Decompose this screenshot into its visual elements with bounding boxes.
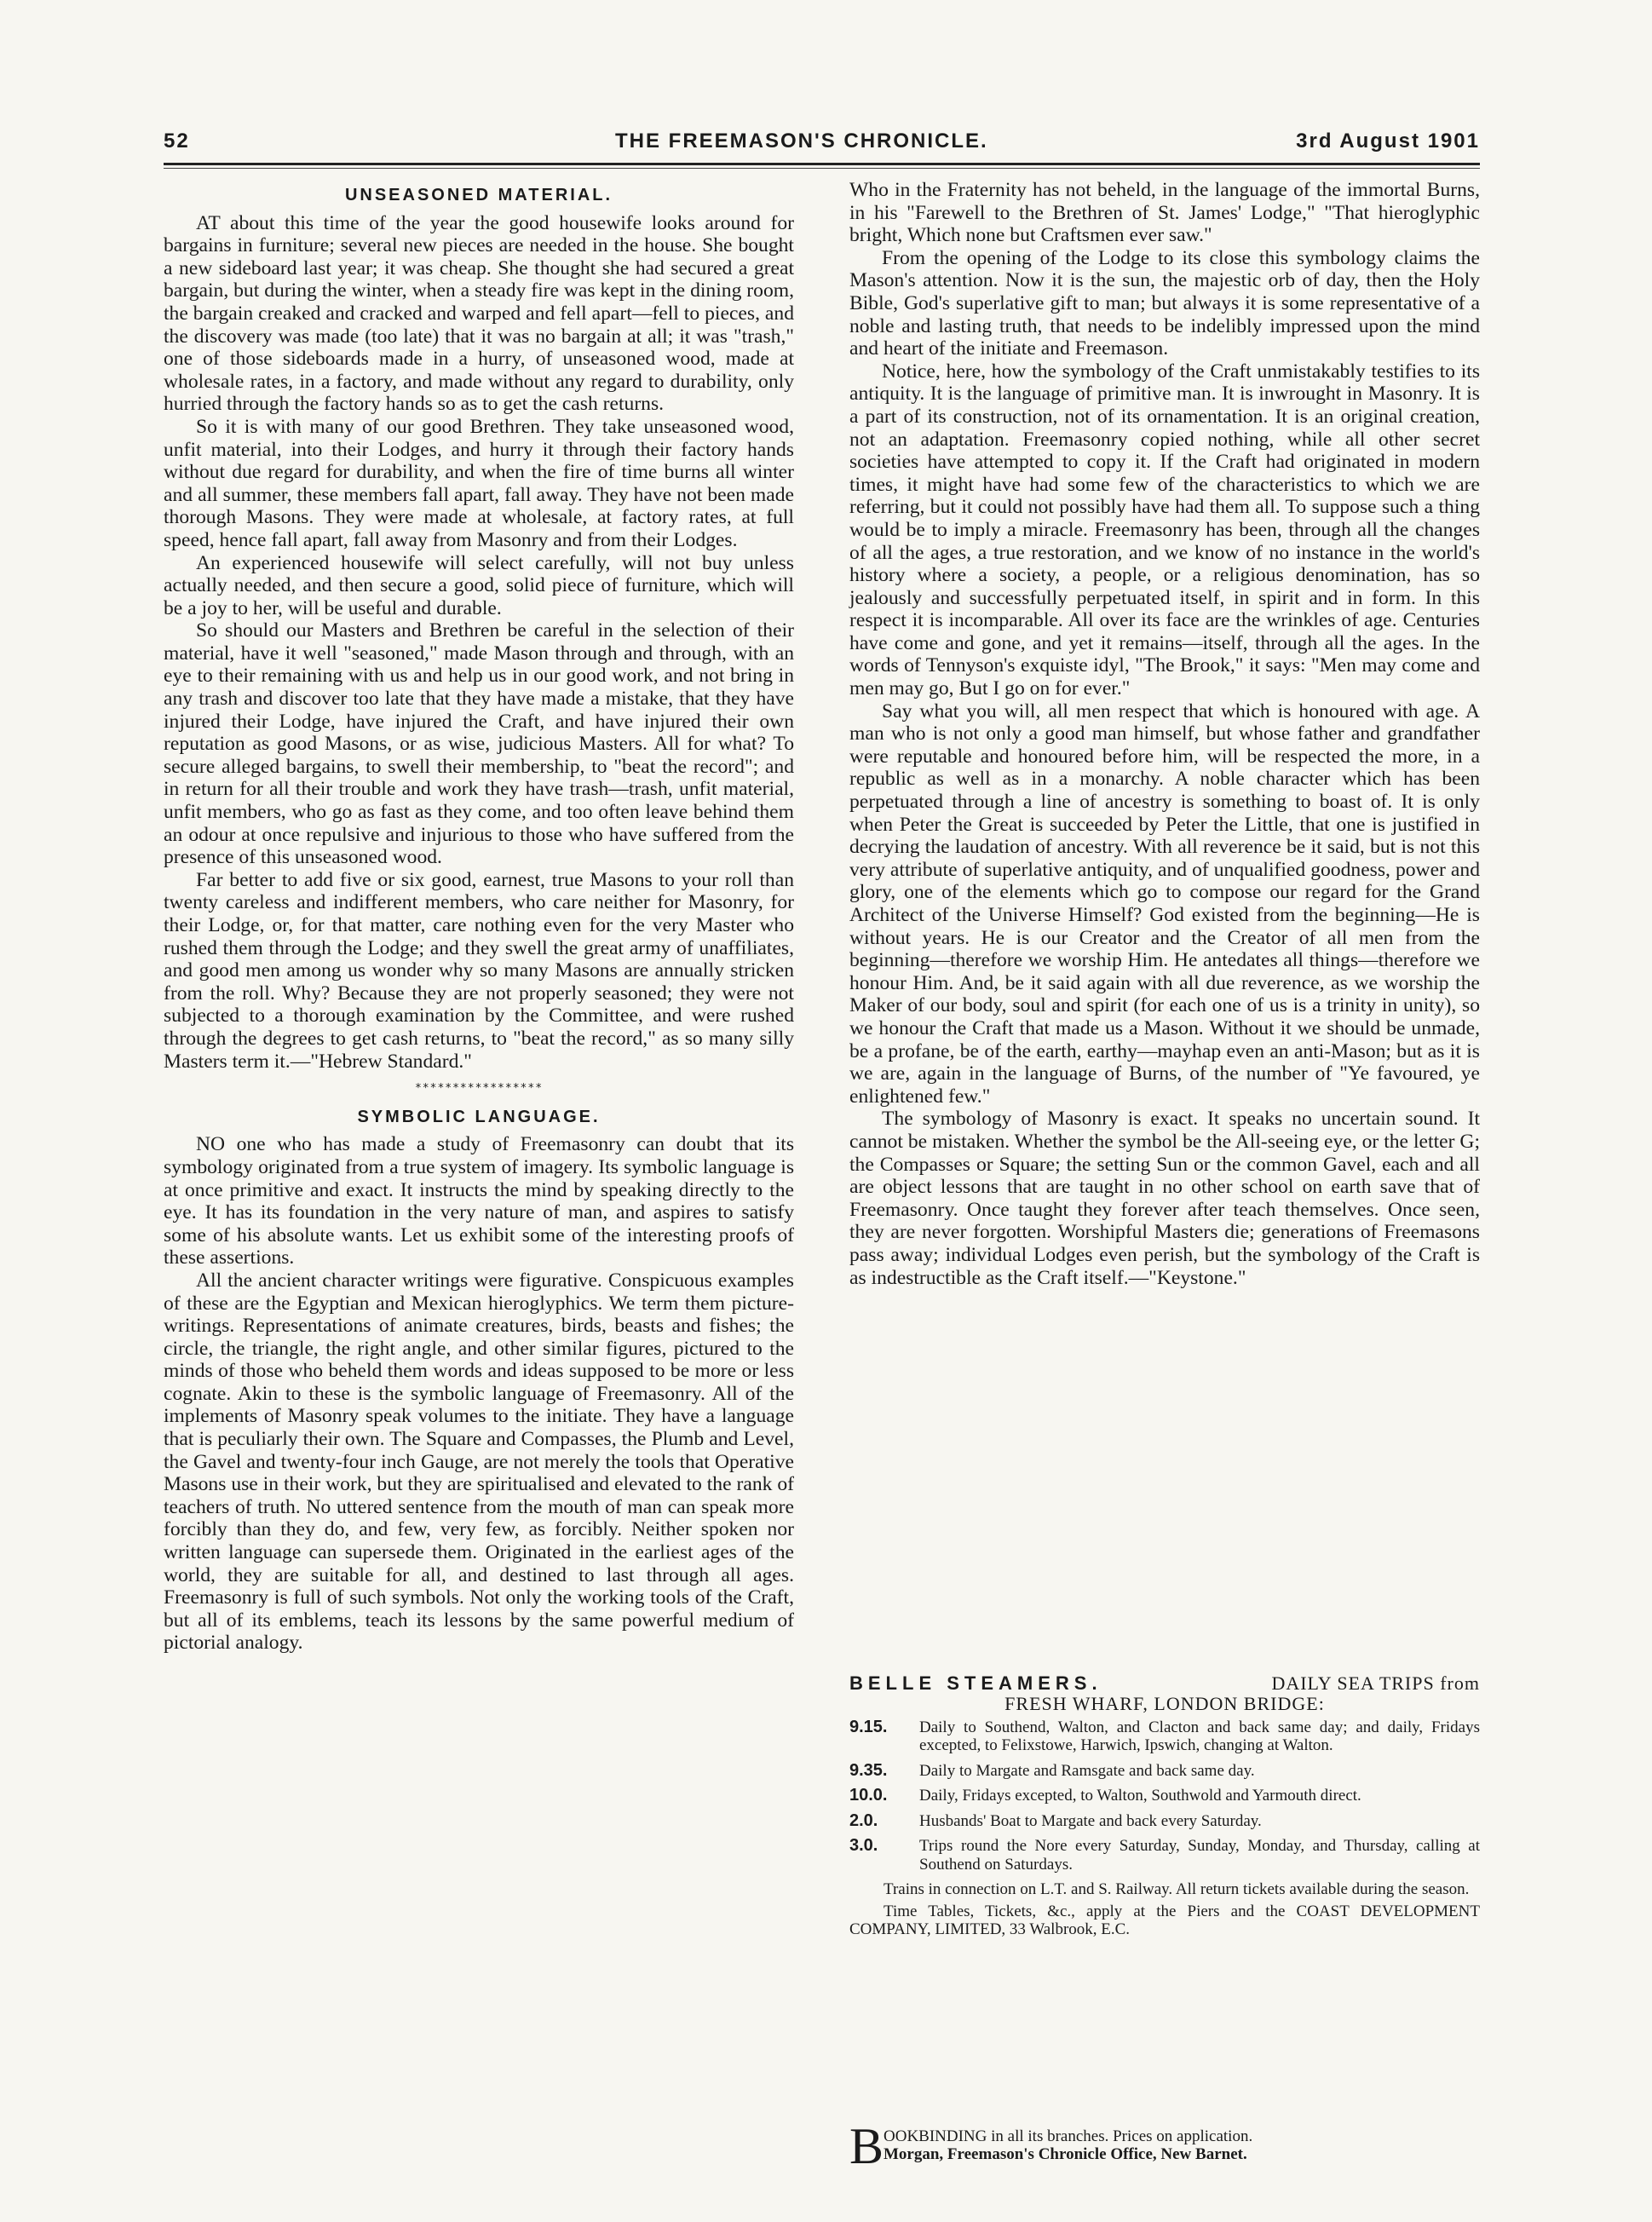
issue-date: 3rd August 1901	[1296, 130, 1480, 153]
left-column	[164, 179, 794, 1655]
article-paragraph: Notice, here, how the symbology of the Craft unmistakably testifies to its antiquity. It is the language of primitive man. It is inwrought in Masonry. It is a part of its construction, not of its ornamentation. It is an original creation, not an adaptation. Freemasonry copied nothing, while all other secret societies have attempted to copy it. If the Craft had originated in modern times, it might have had some few of the characteristics to which we are referring, but it could not possibly have had them all. To suppose such a thing would be to imply a miracle. Freemasonry has been, through all the changes of all the ages, a true restoration, and we know of no instance in the world's history where a society, a people, or a religious denomination, has so jealously and successfully perpetuated itself, in spirit and in form. In this respect it is incomparable. All over its face are the wrinkles of age. Centuries have come and gone, and yet it remains—itself, through all the ages. In the words of Tennyson's exquiste idyl, "The Brook," it says: "Men may come and men may go, But I go on for ever."	[849, 360, 1480, 700]
article-paragraph: The symbology of Masonry is exact. It speaks no uncertain sound. It cannot be mistaken. Whether the symbol be the All-seeing eye, or the letter G; the Compasses or Square; the setting Sun or the common Gavel, each and all are object lessons that are taught in no other school on earth save that of Freemasonry. Once taught they forever after teach themselves. Once seen, they are never forgotten. Worshipful Masters die; generations of Freemasons pass away; individual Lodges even perish, but the symbology of the Craft is as indestructible as the Craft itself.—"Keystone."	[849, 1108, 1480, 1289]
bookbinding-text: OOKBINDING in all its branches. Prices on application.	[884, 2127, 1253, 2145]
article-paragraph: Far better to add five or six good, earnest, true Masons to your roll than twenty careless and indifferent members, who care neither for Masonry, for their Lodge, or, for that matter, care nothing even for the very Master who rushed them through the Lodge; and they swell the great army of unaffiliates, and good men among us wonder why so many Masons are annually stricken from the roll. Why? Because they are not properly seasoned; they were not subjected to a thorough examination by the Committee, and were rushed through the degrees to get cash returns, to "beat the record," as so many silly Masters term it.—"Hebrew Standard."	[164, 868, 794, 1073]
page-number: 52	[164, 130, 190, 153]
schedule-time: 10.0.	[849, 1786, 888, 1805]
schedule-row	[849, 1812, 1480, 1831]
publication-title: THE FREEMASON'S CHRONICLE.	[615, 130, 988, 153]
schedule-time: 9.15.	[849, 1717, 888, 1736]
drop-cap: B	[849, 2118, 884, 2174]
article-paragraph: NO one who has made a study of Freemasonry can doubt that its symbology originated from a true system of imagery. Its symbolic language is at once primitive and exact. It instructs the mind by speaking directly to the eye. It has its foundation in the very nature of man, and aspires to satisfy some of his absolute wants. Let us exhibit some of the interesting proofs of these assertions.	[164, 1133, 794, 1269]
schedule-row	[849, 1837, 1480, 1874]
section-separator: *****************	[414, 1082, 544, 1096]
schedule-desc: Daily, Fridays excepted, to Walton, Southwold and Yarmouth direct.	[919, 1787, 1361, 1805]
timetables-note: Time Tables, Tickets, &c., apply at the Piers and the COAST DEVELOPMENT COMPANY, LIMITED, 33 Walbrook, E.C.	[849, 1902, 1480, 1938]
masthead	[164, 130, 1480, 164]
right-column	[849, 179, 1480, 1289]
schedule-row	[849, 1787, 1480, 1805]
schedule-time: 2.0.	[849, 1810, 878, 1830]
schedule-desc: Trips round the Nore every Saturday, Sunday, Monday, and Thursday, calling at Southend on Saturdays.	[919, 1837, 1480, 1874]
schedule-time: 9.35.	[849, 1760, 888, 1780]
header-rule	[164, 163, 1480, 165]
article-heading-symbolic: SYMBOLIC LANGUAGE.	[357, 1107, 601, 1126]
bookbinding-contact: Morgan, Freemason's Chronicle Office, New Barnet.	[884, 2145, 1247, 2163]
article-paragraph: So it is with many of our good Brethren. They take unseasoned wood, unfit material, into their Lodges, and hurry it through their factory hands without due regard for durability, and when the fire of time burns all winter and all summer, these members fall apart, fall away. They have not been made thorough Masons. They were made at wholesale, at factory rates, at full speed, hence fall apart, fall away from Masonry and from their Lodges.	[164, 415, 794, 551]
article-paragraph: Who in the Fraternity has not beheld, in the language of the immortal Burns, in his "Farewell to the Brethren of St. James' Lodge," "That hieroglyphic bright, Which none but Craftsmen ever saw."	[849, 179, 1480, 247]
article-paragraph: So should our Masters and Brethren be careful in the selection of their material, have it well "seasoned," made Mason through and through, with an eye to their remaining with us and help us in our good work, and not bring in any trash and discover too late that they have made a mistake, that they have injured their Lodge, have injured the Craft, and have injured their own reputation as good Masons, or as wise, judicious Masters. All for what? To secure alleged bargains, to swell their membership, to "beat the record"; and in return for all their trouble and work they have trash—trash, unfit material, unfit members, who go as fast as they come, and too often leave behind them an odour at once repulsive and injurious to those who have suffered from the presence of this unseasoned wood.	[164, 619, 794, 869]
article-paragraph: From the opening of the Lodge to its close this symbology claims the Mason's attention. Now it is the sun, the majestic orb of day, then the Holy Bible, God's superlative gift to man; but always it is some representative of a noble and lasting truth, that needs to be indelibly impressed upon the mind and heart of the initiate and Freemason.	[849, 246, 1480, 360]
article-paragraph: AT about this time of the year the good housewife looks around for bargains in furniture; several new pieces are needed in the house. She bought a new sideboard last year; it was cheap. She thought she had secured a great bargain, but during the winter, when a steady fire was kept in the dining room, the bargain creaked and cracked and warped and fell apart—fell to pieces, and the discovery was made (too late) that it was no bargain at all; it was "trash," one of those sideboards made in a hurry, of unseasoned wood, made at wholesale rates, in a factory, and made without any regard to durability, only hurried through the factory hands so as to get the cash returns.	[164, 211, 794, 416]
trains-note: Trains in connection on L.T. and S. Railway. All return tickets available during the season.	[884, 1880, 1470, 1898]
belle-steamers-advert	[849, 1674, 1480, 1939]
advert-wharf: FRESH WHARF, LONDON BRIDGE:	[1004, 1693, 1325, 1714]
advert-brand: BELLE STEAMERS.	[849, 1672, 1102, 1694]
advert-trips: DAILY SEA TRIPS from	[1271, 1672, 1480, 1694]
schedule-desc: Husbands' Boat to Margate and back every Saturday.	[919, 1811, 1262, 1830]
schedule-desc: Daily to Southend, Walton, and Clacton and back same day; and daily, Fridays excepted, to Felixstowe, Harwich, Ipswich, changing at Walton.	[919, 1718, 1480, 1754]
article-paragraph: An experienced housewife will select carefully, will not buy unless actually needed, and then secure a good, solid piece of furniture, which will be a joy to her, will be useful and durable.	[164, 551, 794, 619]
schedule-desc: Daily to Margate and Ramsgate and back same day.	[919, 1761, 1255, 1780]
schedule-row	[849, 1762, 1480, 1781]
schedule-time: 3.0.	[849, 1836, 878, 1855]
schedule-row	[849, 1718, 1480, 1755]
header-rule-thin	[164, 168, 1480, 169]
advert-header	[849, 1674, 1480, 1712]
bookbinding-advert	[849, 2118, 1480, 2174]
article-paragraph: All the ancient character writings were figurative. Conspicuous examples of these are the Egyptian and Mexican hieroglyphics. We term them picture-writings. Representations of animate creatures, birds, beasts and fishes; the circle, the triangle, the right angle, and other similar figures, pictured to the minds of those who beheld them words and ideas supposed to be more or less cognate. Akin to these is the symbolic language of Freemasonry. All of the implements of Masonry speak volumes to the initiate. They have a language that is peculiarly their own. The Square and Compasses, the Plumb and Level, the Gavel and twenty-four inch Gauge, are not merely the tools that Operative Masons use in their work, but they are spiritualised and elevated to the rank of teachers of truth. No uttered sentence from the mouth of man can speak more forcibly than they do, and few, very few, as forcibly. Neither spoken nor written language can supersede them. Originated in the earliest ages of the world, they are suitable for all, and destined to last through all ages. Freemasonry is full of such symbols. Not only the working tools of the Craft, but all of its emblems, teach its lessons by the same powerful medium of pictorial analogy.	[164, 1269, 794, 1655]
article-paragraph: Say what you will, all men respect that which is honoured with age. A man who is not only a good man himself, but whose father and grandfather were reputable and honoured before him, will be respected the more, in a republic as well as in a monarchy. A noble character which has been perpetuated through a line of ancestry is something to boast of. It is only when Peter the Great is succeeded by Peter the Little, that one is justified in decrying the laudation of ancestry. With all reverence be it said, but is not this very attribute of superlative antiquity, and of unqualified goodness, power and glory, one of the elements which go to compose our regard for the Grand Architect of the Universe Himself? God existed from the beginning—He is without years. He is our Creator and the Creator of all men from the beginning—therefore we worship Him. He antedates all things—therefore we honour Him. And, be it said again with all due reverence, as we worship the Maker of our body, soul and spirit (for each one of us is a trinity in unity), so we honour the Craft that made us a Mason. Without it we should be unmade, be a profane, be of the earth, earthy—mayhap even an anti-Mason; but as it is we are, again in the language of Burns, of the number of "Ye favoured, ye enlightened few."	[849, 699, 1480, 1108]
article-heading-unseasoned: UNSEASONED MATERIAL.	[344, 186, 613, 204]
